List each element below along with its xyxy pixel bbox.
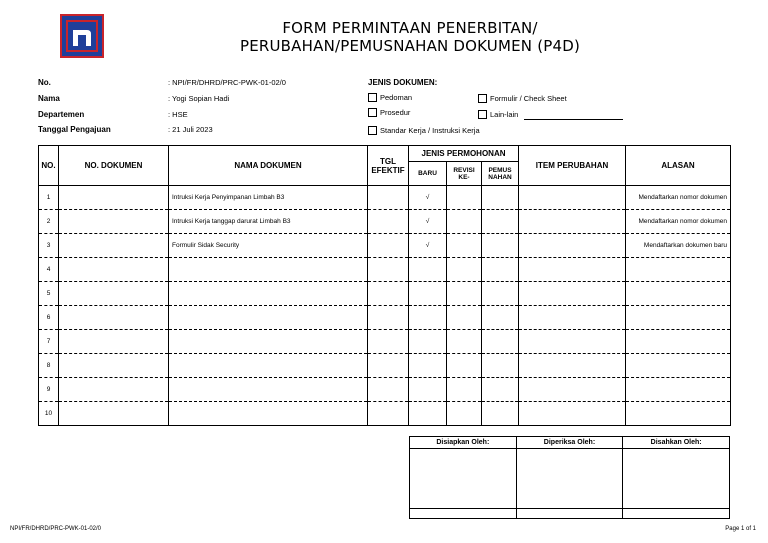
cell-alasan[interactable]	[626, 282, 731, 306]
cell-no[interactable]: 2	[39, 210, 59, 234]
cell-no-dokumen[interactable]	[59, 282, 169, 306]
table-row	[39, 282, 731, 306]
signature-prepared-label: Disiapkan Oleh:	[410, 437, 517, 449]
cell-alasan[interactable]	[626, 258, 731, 282]
table-row	[39, 210, 731, 234]
cell-nama-dokumen[interactable]	[169, 354, 368, 378]
nama-value: : Yogi Sopian Hadi	[168, 94, 230, 103]
cell-pemusnahan[interactable]	[482, 330, 519, 354]
cell-item-perubahan[interactable]	[519, 306, 626, 330]
departemen-label: Departemen	[38, 110, 85, 119]
cell-no-dokumen[interactable]	[59, 378, 169, 402]
departemen-value: : HSE	[168, 110, 188, 119]
checkbox-formulir[interactable]	[478, 94, 567, 103]
company-logo	[60, 14, 104, 58]
cell-item-perubahan[interactable]	[519, 186, 626, 210]
cell-item-perubahan[interactable]	[519, 330, 626, 354]
cell-no-dokumen[interactable]	[59, 354, 169, 378]
table-row	[39, 354, 731, 378]
cell-nama-dokumen[interactable]	[169, 258, 368, 282]
table-row	[39, 402, 731, 426]
cell-no[interactable]: 1	[39, 186, 59, 210]
checkbox-label: Formulir / Check Sheet	[490, 94, 567, 103]
col-header-tgl-efektif: TGL EFEKTIF	[368, 146, 409, 186]
cell-nama-dokumen[interactable]	[169, 282, 368, 306]
cell-nama-dokumen[interactable]	[169, 402, 368, 426]
cell-tgl-efektif[interactable]	[368, 402, 409, 426]
cell-no-dokumen[interactable]	[59, 186, 169, 210]
cell-item-perubahan[interactable]	[519, 402, 626, 426]
cell-no[interactable]: 7	[39, 330, 59, 354]
signature-approved-name[interactable]	[623, 509, 730, 519]
cell-tgl-efektif[interactable]	[368, 354, 409, 378]
signature-approved-label: Disahkan Oleh:	[623, 437, 730, 449]
checkbox-standar-kerja[interactable]	[368, 126, 480, 135]
checkbox-lain-lain[interactable]	[478, 110, 518, 119]
cell-item-perubahan[interactable]	[519, 210, 626, 234]
cell-item-perubahan[interactable]	[519, 234, 626, 258]
cell-baru[interactable]	[409, 258, 447, 282]
table-row	[39, 306, 731, 330]
cell-no-dokumen[interactable]	[59, 234, 169, 258]
cell-nama-dokumen[interactable]: Formulir Sidak Security	[169, 234, 368, 258]
table-row	[39, 186, 731, 210]
logo-n-icon	[68, 22, 96, 50]
cell-baru[interactable]	[409, 402, 447, 426]
cell-pemusnahan[interactable]	[482, 258, 519, 282]
cell-pemusnahan[interactable]	[482, 234, 519, 258]
checkbox-box[interactable]	[368, 93, 377, 102]
cell-nama-dokumen[interactable]: Intruksi Kerja Penyimpanan Limbah B3	[169, 186, 368, 210]
table-row	[39, 234, 731, 258]
cell-no[interactable]: 3	[39, 234, 59, 258]
cell-revisi[interactable]	[447, 282, 482, 306]
col-header-pemusnahan: PEMUS NAHAN	[482, 162, 519, 186]
cell-revisi[interactable]	[447, 186, 482, 210]
checkbox-label: Lain-lain	[490, 110, 519, 119]
cell-nama-dokumen[interactable]: Intruksi Kerja tanggap darurat Limbah B3	[169, 210, 368, 234]
cell-nama-dokumen[interactable]	[169, 306, 368, 330]
cell-baru[interactable]	[409, 378, 447, 402]
table-row	[39, 258, 731, 282]
checkbox-prosedur[interactable]	[368, 108, 410, 117]
cell-no[interactable]: 5	[39, 282, 59, 306]
cell-tgl-efektif[interactable]	[368, 282, 409, 306]
col-header-nama-dokumen: NAMA DOKUMEN	[169, 146, 368, 186]
lain-lain-blank-line[interactable]	[524, 119, 623, 120]
nama-label: Nama	[38, 94, 60, 103]
checkbox-box[interactable]	[478, 110, 487, 119]
cell-alasan[interactable]: Mendaftarkan nomor dokumen	[626, 186, 731, 210]
cell-baru[interactable]	[409, 354, 447, 378]
cell-tgl-efektif[interactable]	[368, 210, 409, 234]
cell-alasan[interactable]: Mendaftarkan nomor dokumen	[626, 210, 731, 234]
col-header-revisi: REVISI KE-	[447, 162, 482, 186]
form-title-line2: PERUBAHAN/PEMUSNAHAN DOKUMEN (P4D)	[239, 37, 581, 55]
jenis-dokumen-label: JENIS DOKUMEN:	[368, 78, 438, 87]
footer-doc-number: NPI/FR/DHRD/PRC-PWK-01-02/0	[10, 526, 102, 532]
cell-tgl-efektif[interactable]	[368, 306, 409, 330]
cell-no[interactable]: 10	[39, 402, 59, 426]
cell-revisi[interactable]	[447, 258, 482, 282]
signature-checked-box[interactable]	[516, 449, 623, 509]
cell-alasan[interactable]	[626, 402, 731, 426]
col-header-item-perubahan: ITEM PERUBAHAN	[519, 146, 626, 186]
no-label: No.	[38, 78, 51, 87]
cell-revisi[interactable]	[447, 378, 482, 402]
cell-pemusnahan[interactable]	[482, 378, 519, 402]
cell-no-dokumen[interactable]	[59, 330, 169, 354]
cell-tgl-efektif[interactable]	[368, 186, 409, 210]
cell-revisi[interactable]	[447, 354, 482, 378]
cell-no-dokumen[interactable]	[59, 210, 169, 234]
signature-prepared-box[interactable]	[410, 449, 517, 509]
col-header-no: NO.	[39, 146, 59, 186]
cell-alasan[interactable]	[626, 330, 731, 354]
cell-pemusnahan[interactable]	[482, 210, 519, 234]
cell-no[interactable]: 8	[39, 354, 59, 378]
cell-alasan[interactable]	[626, 306, 731, 330]
cell-alasan[interactable]: Mendaftarkan dokumen baru	[626, 234, 731, 258]
cell-baru[interactable]: √	[409, 210, 447, 234]
cell-revisi[interactable]	[447, 234, 482, 258]
cell-tgl-efektif[interactable]	[368, 234, 409, 258]
cell-no[interactable]: 6	[39, 306, 59, 330]
signature-approved-box[interactable]	[623, 449, 730, 509]
cell-alasan[interactable]	[626, 354, 731, 378]
cell-item-perubahan[interactable]	[519, 282, 626, 306]
signature-checked-label: Diperiksa Oleh:	[516, 437, 623, 449]
cell-tgl-efektif[interactable]	[368, 258, 409, 282]
cell-no[interactable]: 4	[39, 258, 59, 282]
cell-no-dokumen[interactable]	[59, 306, 169, 330]
cell-no-dokumen[interactable]	[59, 258, 169, 282]
checkbox-box[interactable]	[478, 94, 487, 103]
document-table	[38, 145, 731, 426]
checkbox-box[interactable]	[368, 126, 377, 135]
checkbox-pedoman[interactable]	[368, 93, 412, 102]
col-header-baru: BARU	[409, 162, 447, 186]
cell-baru[interactable]	[409, 282, 447, 306]
tanggal-value: : 21 Juli 2023	[168, 125, 213, 134]
col-header-jenis-permohonan: JENIS PERMOHONAN	[409, 146, 519, 162]
cell-alasan[interactable]	[626, 378, 731, 402]
cell-pemusnahan[interactable]	[482, 186, 519, 210]
no-value: : NPI/FR/DHRD/PRC-PWK-01-02/0	[168, 78, 286, 87]
cell-pemusnahan[interactable]	[482, 282, 519, 306]
checkbox-label: Pedoman	[380, 93, 413, 102]
cell-tgl-efektif[interactable]	[368, 330, 409, 354]
cell-nama-dokumen[interactable]	[169, 378, 368, 402]
cell-revisi[interactable]	[447, 210, 482, 234]
signature-checked-name[interactable]	[516, 509, 623, 519]
table-row	[39, 330, 731, 354]
checkbox-box[interactable]	[368, 108, 377, 117]
signature-prepared-name[interactable]	[410, 509, 517, 519]
cell-item-perubahan[interactable]	[519, 354, 626, 378]
cell-revisi[interactable]	[447, 306, 482, 330]
cell-baru[interactable]	[409, 306, 447, 330]
form-title-line1: FORM PERMINTAAN PENERBITAN/	[282, 19, 538, 37]
col-header-no-dokumen: NO. DOKUMEN	[59, 146, 169, 186]
checkbox-label: Standar Kerja / Instruksi Kerja	[380, 126, 480, 135]
cell-pemusnahan[interactable]	[482, 402, 519, 426]
signature-table	[409, 436, 730, 519]
cell-no[interactable]: 9	[39, 378, 59, 402]
table-row	[39, 378, 731, 402]
cell-nama-dokumen[interactable]	[169, 330, 368, 354]
cell-baru[interactable]: √	[409, 186, 447, 210]
cell-baru[interactable]	[409, 330, 447, 354]
cell-no-dokumen[interactable]	[59, 402, 169, 426]
cell-revisi[interactable]	[447, 330, 482, 354]
cell-pemusnahan[interactable]	[482, 354, 519, 378]
cell-revisi[interactable]	[447, 402, 482, 426]
cell-item-perubahan[interactable]	[519, 258, 626, 282]
cell-item-perubahan[interactable]	[519, 378, 626, 402]
col-header-alasan: ALASAN	[626, 146, 731, 186]
checkbox-label: Prosedur	[380, 108, 411, 117]
cell-tgl-efektif[interactable]	[368, 378, 409, 402]
cell-pemusnahan[interactable]	[482, 306, 519, 330]
footer-page-number: Page 1 of 1	[725, 526, 756, 532]
tanggal-label: Tanggal Pengajuan	[38, 125, 111, 134]
cell-baru[interactable]: √	[409, 234, 447, 258]
